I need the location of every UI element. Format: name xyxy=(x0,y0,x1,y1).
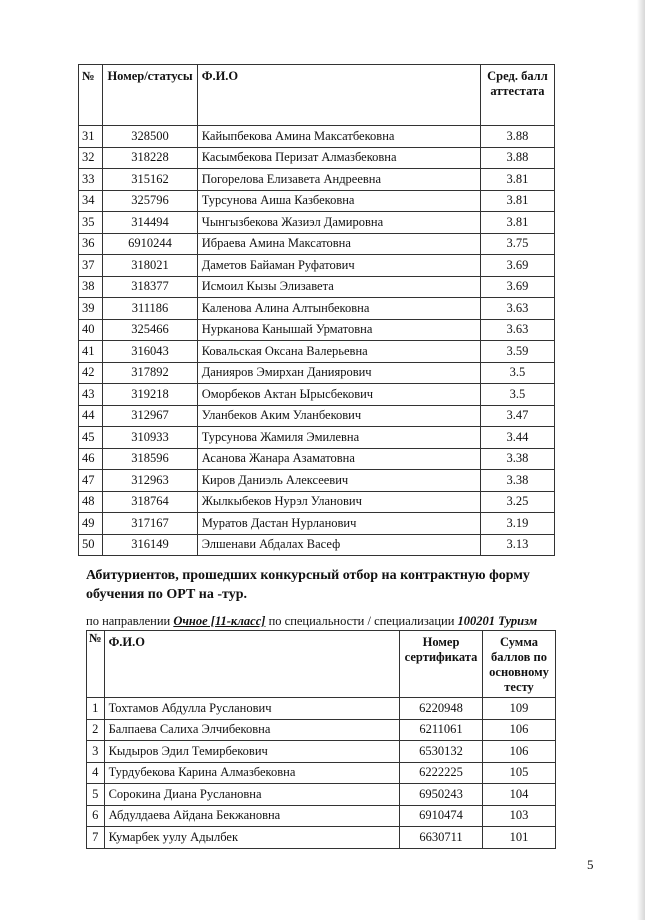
row-number-cell: 37 xyxy=(79,255,103,277)
direction-specialty: 100201 Туризм xyxy=(457,614,538,628)
id-status-cell: 318021 xyxy=(103,255,197,277)
full-name-cell: Даметов Байаман Руфатович xyxy=(197,255,480,277)
average-score-cell: 3.38 xyxy=(480,448,554,470)
average-score-cell: 3.19 xyxy=(480,513,554,535)
table-row xyxy=(79,255,555,277)
full-name-cell: Турсунова Аиша Казбековна xyxy=(197,190,480,212)
table-row xyxy=(79,233,555,255)
full-name-cell: Абдулдаева Айдана Бекжановна xyxy=(104,805,399,827)
full-name-cell: Ибраева Амина Максатовна xyxy=(197,233,480,255)
direction-middle: по специальности / специализации xyxy=(268,614,455,628)
row-number-cell: 32 xyxy=(79,147,103,169)
table-row xyxy=(79,513,555,535)
id-status-cell: 319218 xyxy=(103,384,197,406)
score-sum-cell: 105 xyxy=(483,762,556,784)
header-full-name: Ф.И.О xyxy=(197,65,480,126)
table-row xyxy=(79,534,555,556)
table-row xyxy=(87,827,556,849)
full-name-cell: Турсунова Жамиля Эмилевна xyxy=(197,427,480,449)
table-row xyxy=(79,190,555,212)
table-row xyxy=(79,491,555,513)
average-score-cell: 3.81 xyxy=(480,190,554,212)
table-row xyxy=(87,719,556,741)
header-certificate-number: Номер сертификата xyxy=(400,631,483,698)
section-heading: Абитуриентов, прошедших конкурсный отбор на контрактную форму обучения по ОРТ на -тур. xyxy=(86,568,530,602)
id-status-cell: 315162 xyxy=(103,169,197,191)
header-full-name: Ф.И.О xyxy=(104,631,399,698)
table-row xyxy=(79,212,555,234)
id-status-cell: 310933 xyxy=(103,427,197,449)
row-number-cell: 40 xyxy=(79,319,103,341)
full-name-cell: Балпаева Салиха Элчибековна xyxy=(104,719,399,741)
full-name-cell: Каленова Алина Алтынбековна xyxy=(197,298,480,320)
applicants-ort-score-table xyxy=(86,630,556,849)
full-name-cell: Погорелова Елизавета Андреевна xyxy=(197,169,480,191)
full-name-cell: Тохтамов Абдулла Русланович xyxy=(104,698,399,720)
table-row xyxy=(79,427,555,449)
average-score-cell: 3.81 xyxy=(480,212,554,234)
full-name-cell: Исмоил Кызы Элизавета xyxy=(197,276,480,298)
full-name-cell: Кыдыров Эдил Темирбекович xyxy=(104,741,399,763)
page-number: 5 xyxy=(587,857,594,872)
row-number-cell: 35 xyxy=(79,212,103,234)
id-status-cell: 318596 xyxy=(103,448,197,470)
average-score-cell: 3.75 xyxy=(480,233,554,255)
full-name-cell: Оморбеков Актан Ырысбекович xyxy=(197,384,480,406)
direction-line xyxy=(86,614,566,629)
full-name-cell: Кумарбек уулу Адылбек xyxy=(104,827,399,849)
row-number-cell: 45 xyxy=(79,427,103,449)
id-status-cell: 312963 xyxy=(103,470,197,492)
id-status-cell: 317167 xyxy=(103,513,197,535)
table-row xyxy=(79,341,555,363)
row-number-cell: 7 xyxy=(87,827,105,849)
row-number-cell: 46 xyxy=(79,448,103,470)
table-row xyxy=(79,319,555,341)
id-status-cell: 318764 xyxy=(103,491,197,513)
row-number-cell: 33 xyxy=(79,169,103,191)
average-score-cell: 3.44 xyxy=(480,427,554,449)
table-row xyxy=(87,784,556,806)
applicants-average-score-table xyxy=(78,64,555,556)
direction-mode: Очное [11-класс] xyxy=(173,614,266,628)
full-name-cell: Касымбекова Перизат Алмазбековна xyxy=(197,147,480,169)
full-name-cell: Турдубекова Карина Алмазбековна xyxy=(104,762,399,784)
row-number-cell: 3 xyxy=(87,741,105,763)
id-status-cell: 311186 xyxy=(103,298,197,320)
row-number-cell: 4 xyxy=(87,762,105,784)
id-status-cell: 318377 xyxy=(103,276,197,298)
direction-prefix: по направлении xyxy=(86,614,171,628)
table-row xyxy=(79,276,555,298)
full-name-cell: Нурканова Канышай Урматовна xyxy=(197,319,480,341)
header-id-status: Номер/статусы xyxy=(103,65,197,126)
row-number-cell: 31 xyxy=(79,126,103,148)
average-score-cell: 3.25 xyxy=(480,491,554,513)
id-status-cell: 314494 xyxy=(103,212,197,234)
average-score-cell: 3.5 xyxy=(480,362,554,384)
certificate-number-cell: 6910474 xyxy=(400,805,483,827)
row-number-cell: 1 xyxy=(87,698,105,720)
id-status-cell: 316149 xyxy=(103,534,197,556)
full-name-cell: Элшенави Абдалах Васеф xyxy=(197,534,480,556)
table-header-row xyxy=(87,631,556,698)
row-number-cell: 2 xyxy=(87,719,105,741)
full-name-cell: Жылкыбеков Нурэл Уланович xyxy=(197,491,480,513)
row-number-cell: 6 xyxy=(87,805,105,827)
average-score-cell: 3.47 xyxy=(480,405,554,427)
average-score-cell: 3.69 xyxy=(480,255,554,277)
id-status-cell: 328500 xyxy=(103,126,197,148)
id-status-cell: 6910244 xyxy=(103,233,197,255)
table-row xyxy=(79,126,555,148)
certificate-number-cell: 6950243 xyxy=(400,784,483,806)
row-number-cell: 47 xyxy=(79,470,103,492)
header-score-sum: Сумма баллов по основному тесту xyxy=(483,631,556,698)
header-number: № xyxy=(79,65,103,126)
average-score-cell: 3.88 xyxy=(480,147,554,169)
row-number-cell: 43 xyxy=(79,384,103,406)
certificate-number-cell: 6220948 xyxy=(400,698,483,720)
row-number-cell: 48 xyxy=(79,491,103,513)
certificate-number-cell: 6222225 xyxy=(400,762,483,784)
row-number-cell: 42 xyxy=(79,362,103,384)
full-name-cell: Кайыпбекова Амина Максатбековна xyxy=(197,126,480,148)
table-row xyxy=(79,384,555,406)
table-row xyxy=(87,741,556,763)
table-row xyxy=(79,470,555,492)
average-score-cell: 3.81 xyxy=(480,169,554,191)
id-status-cell: 325796 xyxy=(103,190,197,212)
certificate-number-cell: 6211061 xyxy=(400,719,483,741)
score-sum-cell: 101 xyxy=(483,827,556,849)
row-number-cell: 44 xyxy=(79,405,103,427)
table-row xyxy=(79,405,555,427)
row-number-cell: 41 xyxy=(79,341,103,363)
full-name-cell: Киров Даниэль Алексеевич xyxy=(197,470,480,492)
average-score-cell: 3.5 xyxy=(480,384,554,406)
table-row xyxy=(79,147,555,169)
full-name-cell: Муратов Дастан Нурланович xyxy=(197,513,480,535)
table-row xyxy=(87,762,556,784)
table-row xyxy=(79,362,555,384)
table-header-row xyxy=(79,65,555,126)
score-sum-cell: 106 xyxy=(483,719,556,741)
average-score-cell: 3.13 xyxy=(480,534,554,556)
average-score-cell: 3.69 xyxy=(480,276,554,298)
id-status-cell: 317892 xyxy=(103,362,197,384)
average-score-cell: 3.38 xyxy=(480,470,554,492)
id-status-cell: 318228 xyxy=(103,147,197,169)
score-sum-cell: 104 xyxy=(483,784,556,806)
full-name-cell: Чынгызбекова Жазиэл Дамировна xyxy=(197,212,480,234)
full-name-cell: Ковальская Оксана Валерьевна xyxy=(197,341,480,363)
table-row xyxy=(79,169,555,191)
id-status-cell: 316043 xyxy=(103,341,197,363)
average-score-cell: 3.63 xyxy=(480,298,554,320)
certificate-number-cell: 6530132 xyxy=(400,741,483,763)
score-sum-cell: 106 xyxy=(483,741,556,763)
header-average-score: Сред. балл аттестата xyxy=(480,65,554,126)
row-number-cell: 36 xyxy=(79,233,103,255)
row-number-cell: 49 xyxy=(79,513,103,535)
certificate-number-cell: 6630711 xyxy=(400,827,483,849)
table-row xyxy=(87,805,556,827)
row-number-cell: 34 xyxy=(79,190,103,212)
header-number: № xyxy=(87,631,105,698)
row-number-cell: 38 xyxy=(79,276,103,298)
score-sum-cell: 103 xyxy=(483,805,556,827)
score-sum-cell: 109 xyxy=(483,698,556,720)
average-score-cell: 3.59 xyxy=(480,341,554,363)
full-name-cell: Данияров Эмирхан Даниярович xyxy=(197,362,480,384)
row-number-cell: 39 xyxy=(79,298,103,320)
id-status-cell: 312967 xyxy=(103,405,197,427)
average-score-cell: 3.63 xyxy=(480,319,554,341)
full-name-cell: Уланбеков Аким Уланбекович xyxy=(197,405,480,427)
row-number-cell: 50 xyxy=(79,534,103,556)
table-row xyxy=(79,298,555,320)
id-status-cell: 325466 xyxy=(103,319,197,341)
table-row xyxy=(79,448,555,470)
table-row xyxy=(87,698,556,720)
average-score-cell: 3.88 xyxy=(480,126,554,148)
full-name-cell: Сорокина Диана Руслановна xyxy=(104,784,399,806)
full-name-cell: Асанова Жанара Азаматовна xyxy=(197,448,480,470)
row-number-cell: 5 xyxy=(87,784,105,806)
page-edge-shadow xyxy=(637,0,645,920)
